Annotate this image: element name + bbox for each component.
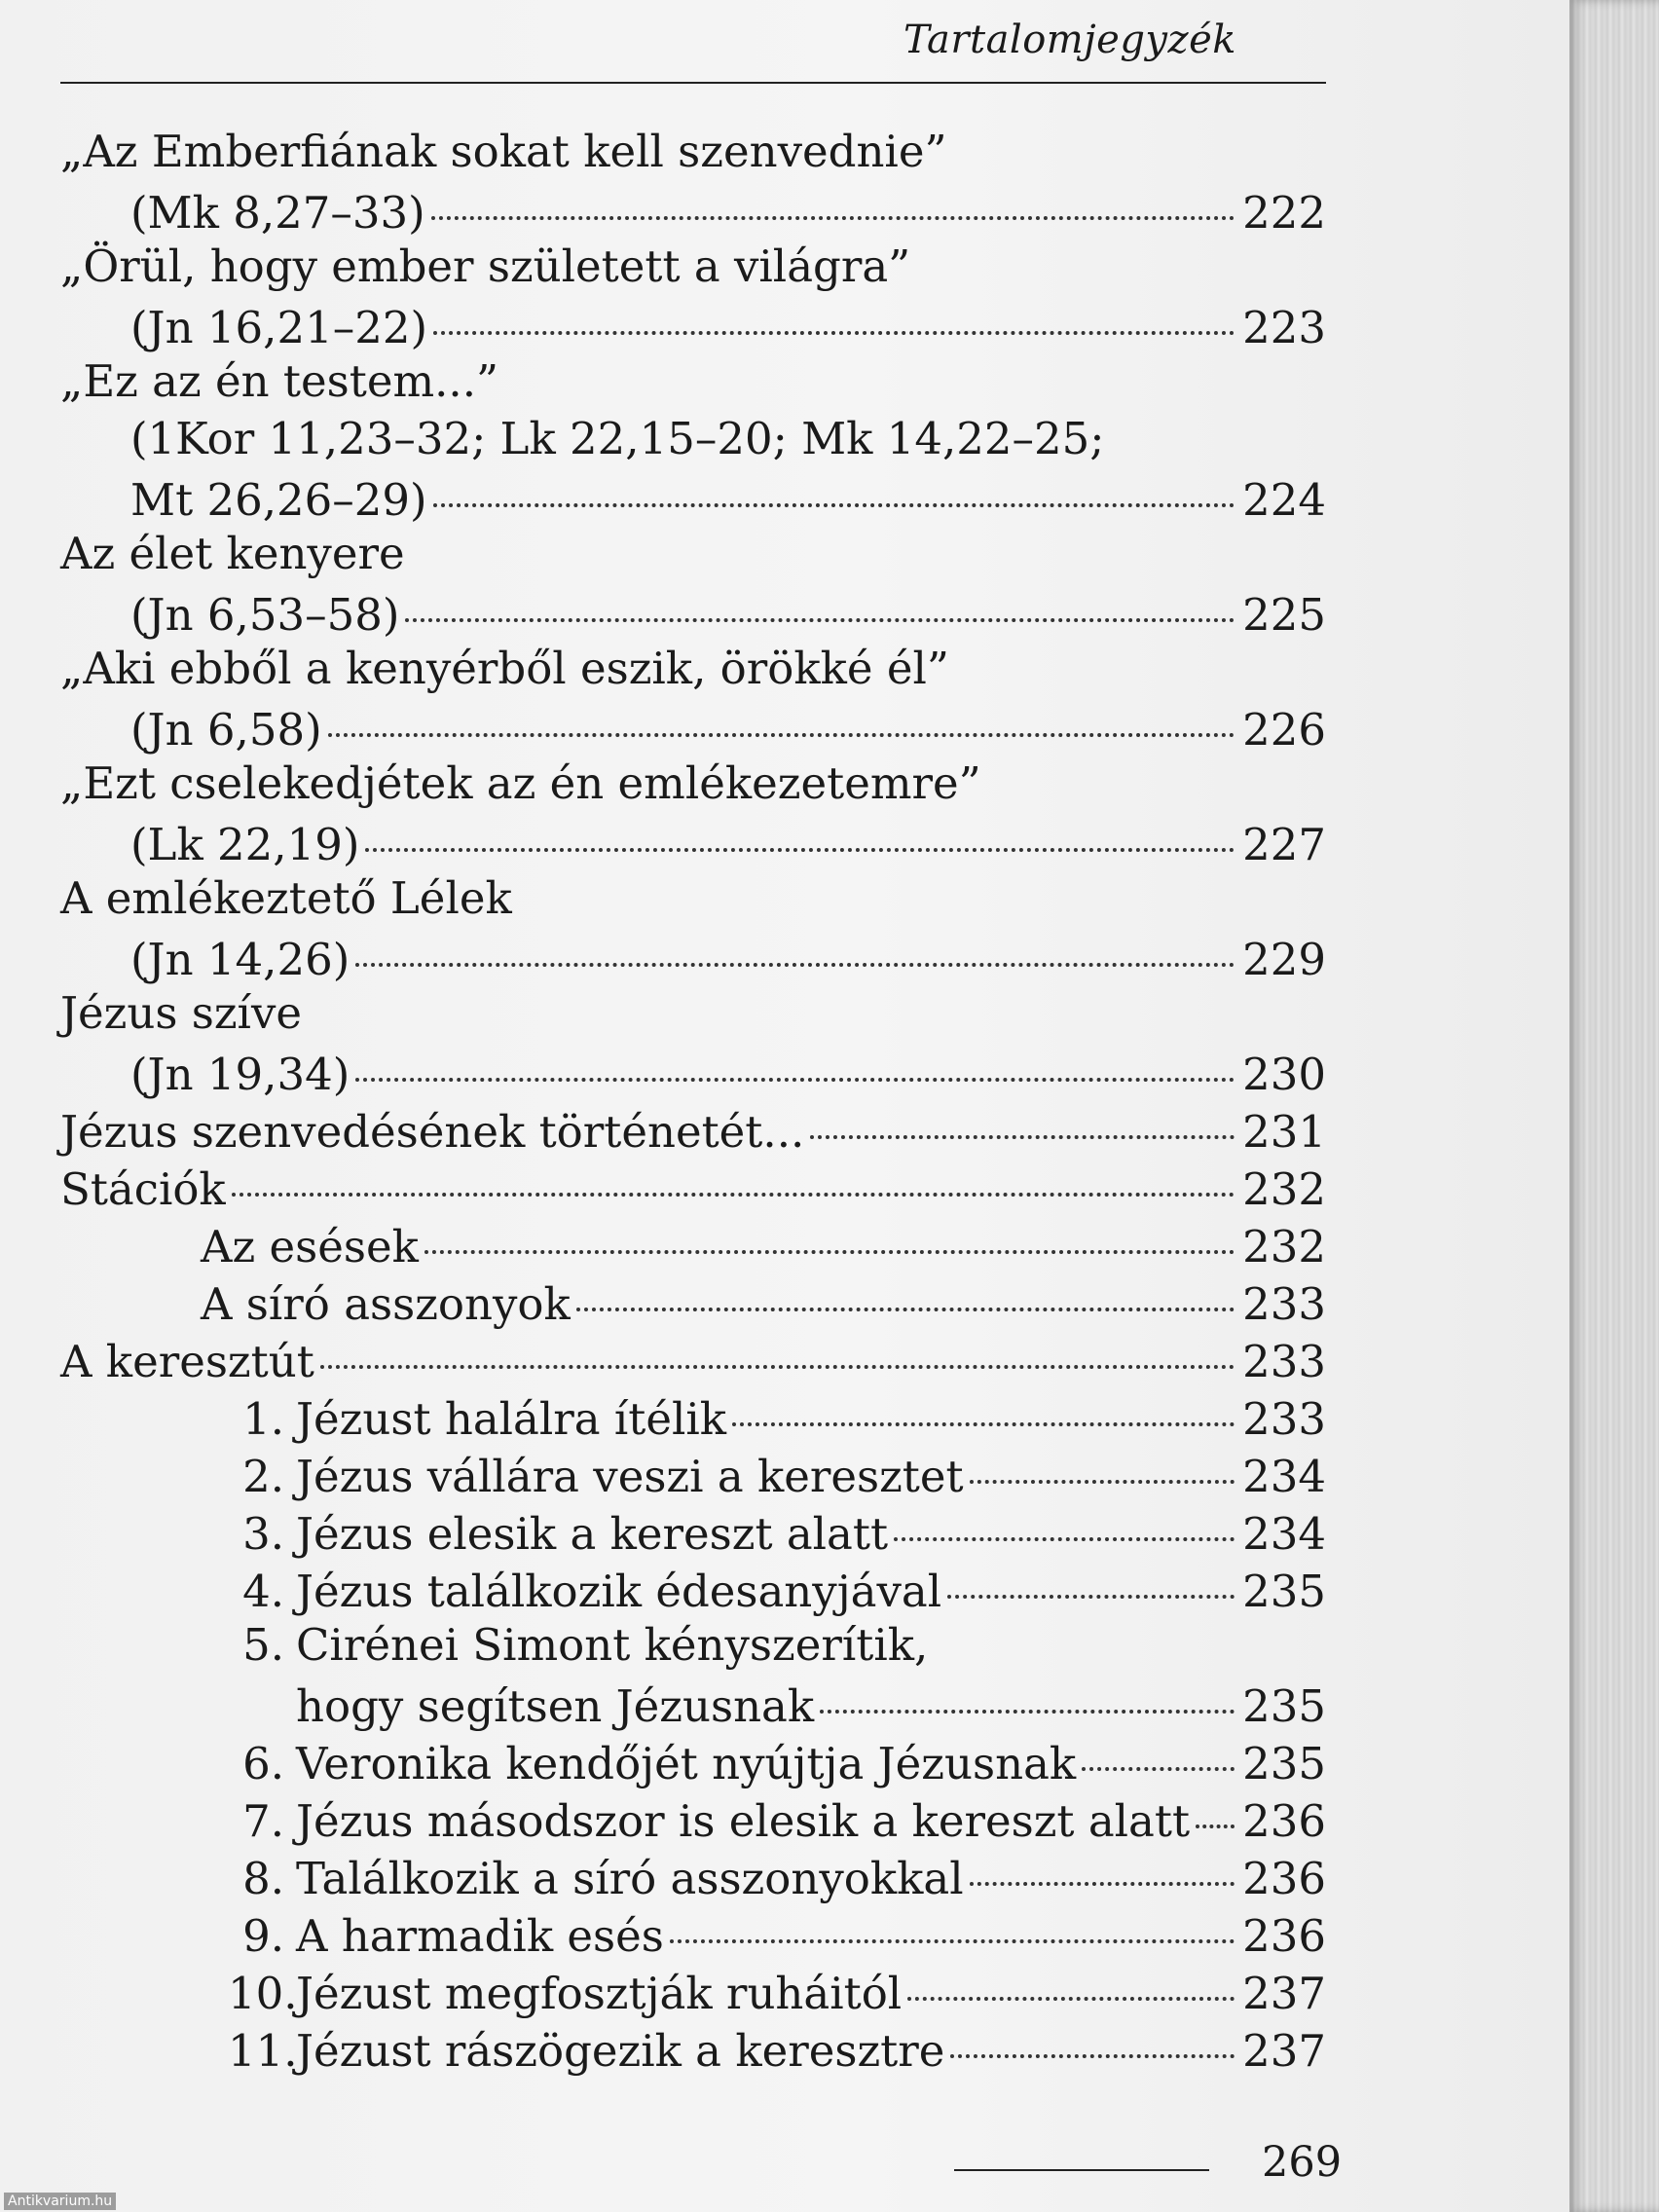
toc-entry-title: Az élet kenyere <box>60 528 405 579</box>
leader-dots <box>431 172 1235 220</box>
book-page-edges <box>1569 0 1659 2212</box>
leader-dots <box>670 1896 1235 1943</box>
page-number: 235 <box>1242 1738 1326 1789</box>
page-number: 233 <box>1242 1278 1326 1330</box>
leader-dots <box>1196 1781 1235 1828</box>
watermark: Antikvarium.hu <box>4 2193 116 2210</box>
toc-entry-title: A emlékeztető Lélek <box>60 872 512 924</box>
toc-entry: Stációk 232 <box>60 1157 1326 1214</box>
page-number: 230 <box>1242 1049 1326 1100</box>
page-number: 229 <box>1242 934 1326 985</box>
leader-dots <box>732 1379 1235 1426</box>
leader-dots <box>355 1034 1235 1082</box>
toc-entry-title: Jézus szíve <box>60 987 303 1039</box>
table-of-contents <box>60 123 1326 2076</box>
leader-dots <box>947 1551 1235 1599</box>
toc-entry-ref: (Jn 19,34) 230 <box>60 1042 1326 1099</box>
page-number: 225 <box>1242 589 1326 641</box>
leader-dots <box>320 1321 1235 1369</box>
toc-entry-title: „Ezt cselekedjétek az én emlékezetemre” <box>60 757 981 809</box>
station-entry: 11. Jézust rászögezik a keresztre 237 <box>60 2018 1326 2076</box>
station-entry-continued: hogy segítsen Jézusnak 235 <box>60 1674 1326 1731</box>
page-number: 232 <box>1242 1163 1326 1215</box>
station-entry: 1. Jézust halálra ítélik 233 <box>60 1386 1326 1444</box>
toc-entry: A keresztút 233 <box>60 1329 1326 1386</box>
page-number: 232 <box>1242 1221 1326 1272</box>
leader-dots <box>365 804 1235 852</box>
page-number: 235 <box>1242 1566 1326 1617</box>
toc-entry-ref: (Mk 8,27–33) 222 <box>60 180 1326 238</box>
toc-subentry: Az esések 232 <box>60 1214 1326 1272</box>
toc-entry-ref: (1Kor 11,23–32; Lk 22,15–20; Mk 14,22–25; <box>130 413 1105 464</box>
station-entry: 4. Jézus találkozik édesanyjával 235 <box>60 1559 1326 1616</box>
toc-entry-ref: Mt 26,26–29) 224 <box>60 467 1326 525</box>
toc-entry-ref: (Jn 6,58) 226 <box>60 697 1326 755</box>
page-number: 223 <box>1242 302 1326 353</box>
page-number: 222 <box>1242 187 1326 239</box>
leader-dots <box>894 1493 1235 1541</box>
station-entry: 3. Jézus elesik a kereszt alatt 234 <box>60 1501 1326 1559</box>
page-number: 234 <box>1242 1508 1326 1560</box>
header-rule <box>60 82 1326 84</box>
station-entry: 8. Találkozik a síró asszonyokkal 236 <box>60 1846 1326 1903</box>
leader-dots <box>576 1264 1235 1311</box>
page-number: 235 <box>1242 1680 1326 1732</box>
station-entry: 2. Jézus vállára veszi a keresztet 234 <box>60 1444 1326 1501</box>
page-number: 231 <box>1242 1106 1326 1158</box>
footer-rule <box>954 2169 1209 2171</box>
page-number: 236 <box>1242 1795 1326 1847</box>
leader-dots <box>907 1953 1235 2001</box>
station-entry: 6. Veronika kendőjét nyújtja Jézusnak 235 <box>60 1731 1326 1788</box>
page-number: 237 <box>1242 1968 1326 2019</box>
toc-entry-title: „Az Emberfiának sokat kell szenvednie” <box>60 126 947 177</box>
page-number: 234 <box>1242 1451 1326 1502</box>
station-entry: 7. Jézus másodszor is elesik a kereszt alatt 236 <box>60 1788 1326 1846</box>
page-number: 233 <box>1242 1336 1326 1387</box>
leader-dots <box>433 460 1235 507</box>
toc-entry-title: „Aki ebből a kenyérből eszik, örökké él” <box>60 643 949 694</box>
toc-subentry: A síró asszonyok 233 <box>60 1272 1326 1329</box>
leader-dots <box>433 287 1235 335</box>
leader-dots <box>820 1666 1235 1714</box>
station-entry: 9. A harmadik esés 236 <box>60 1903 1326 1961</box>
leader-dots <box>970 1436 1235 1484</box>
leader-dots <box>970 1838 1235 1886</box>
toc-entry-ref: (Jn 6,53–58) 225 <box>60 582 1326 640</box>
leader-dots <box>232 1149 1235 1197</box>
toc-entry-ref: (Jn 14,26) 229 <box>60 927 1326 984</box>
toc-entry-title: „Ez az én testem...” <box>60 355 499 407</box>
page-number: 226 <box>1242 704 1326 756</box>
station-entry: 5. Cirénei Simont kényszerítik, <box>242 1619 929 1671</box>
toc-entry-ref: (Jn 16,21–22) 223 <box>60 295 1326 352</box>
page-number: 227 <box>1242 819 1326 870</box>
leader-dots <box>950 2010 1235 2058</box>
leader-dots <box>405 574 1235 622</box>
leader-dots <box>355 919 1235 967</box>
station-entry: 10. Jézust megfosztják ruháitól 237 <box>60 1961 1326 2018</box>
leader-dots <box>1082 1723 1235 1771</box>
page-folio: 269 <box>1262 2138 1343 2187</box>
toc-entry: Jézus szenvedésének történetét... 231 <box>60 1099 1326 1157</box>
page-number: 236 <box>1242 1853 1326 1904</box>
page-number: 224 <box>1242 474 1326 526</box>
leader-dots <box>424 1206 1235 1254</box>
page-number: 233 <box>1242 1393 1326 1445</box>
leader-dots <box>810 1091 1235 1139</box>
running-title: Tartalomjegyzék <box>903 18 1236 62</box>
page-number: 236 <box>1242 1910 1326 1962</box>
page-number: 237 <box>1242 2025 1326 2077</box>
toc-entry-ref: (Lk 22,19) 227 <box>60 812 1326 869</box>
toc-entry-title: „Örül, hogy ember született a világra” <box>60 240 911 292</box>
leader-dots <box>328 689 1235 737</box>
